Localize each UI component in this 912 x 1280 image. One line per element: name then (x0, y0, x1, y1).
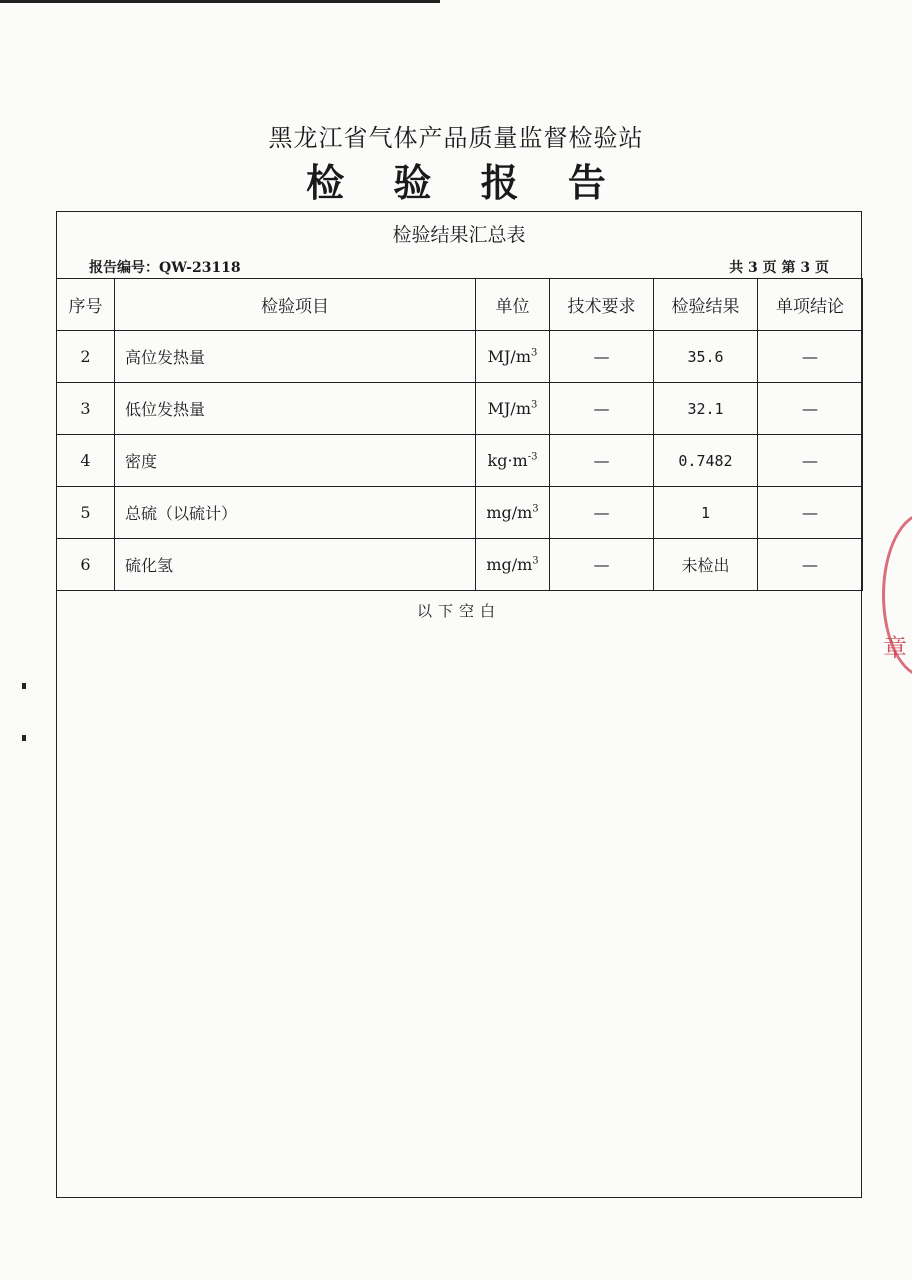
row-item: 低位发热量 (115, 383, 476, 435)
row-unit: $MJ/m^3$ (476, 331, 550, 383)
organization-name: 黑龙江省气体产品质量监督检验站 (268, 124, 644, 152)
row-requirement: — (550, 487, 654, 539)
row-no: 6 (57, 539, 115, 591)
table-row (57, 331, 863, 383)
seal-character: 章 (883, 634, 907, 662)
scan-mark (22, 735, 26, 741)
blank-below-note: 以下空白 (416, 602, 501, 620)
page-indicator: 共 3 页 第 3 页 (729, 260, 829, 276)
row-unit: $MJ/m^3$ (476, 383, 550, 435)
row-no: 4 (57, 435, 115, 487)
row-item: 密度 (115, 435, 476, 487)
scan-mark (22, 683, 26, 689)
row-result: 32.1 (654, 383, 758, 435)
row-conclusion: — (758, 487, 863, 539)
row-result: 1 (654, 487, 758, 539)
row-requirement: — (550, 435, 654, 487)
report-number: 报告编号：QW-23118 (89, 260, 241, 276)
table-row (57, 539, 863, 591)
results-table (56, 278, 863, 591)
report-title: 检 验 报 告 (306, 160, 624, 205)
row-requirement: — (550, 383, 654, 435)
row-conclusion: — (758, 331, 863, 383)
header-result: 检验结果 (654, 279, 758, 331)
row-item: 总硫（以硫计） (115, 487, 476, 539)
row-result: 35.6 (654, 331, 758, 383)
header-no: 序号 (57, 279, 115, 331)
row-no: 5 (57, 487, 115, 539)
header-unit: 单位 (476, 279, 550, 331)
header-requirement: 技术要求 (550, 279, 654, 331)
summary-caption: 检验结果汇总表 (392, 224, 526, 246)
table-row (57, 487, 863, 539)
row-unit: $mg/m^3$ (476, 487, 550, 539)
row-unit: $mg/m^3$ (476, 539, 550, 591)
row-no: 3 (57, 383, 115, 435)
table-header-row (57, 279, 863, 331)
top-edge-line (0, 0, 440, 3)
row-requirement: — (550, 539, 654, 591)
table-row (57, 383, 863, 435)
row-requirement: — (550, 331, 654, 383)
header-conclusion: 单项结论 (758, 279, 863, 331)
table-row (57, 435, 863, 487)
row-item: 硫化氢 (115, 539, 476, 591)
header-item: 检验项目 (115, 279, 476, 331)
row-unit: $kg\cdot m^{-3}$ (476, 435, 550, 487)
report-frame (56, 211, 862, 1198)
row-no: 2 (57, 331, 115, 383)
row-conclusion: — (758, 539, 863, 591)
row-item: 高位发热量 (115, 331, 476, 383)
row-result: 0.7482 (654, 435, 758, 487)
row-result: 未检出 (654, 539, 758, 591)
row-conclusion: — (758, 383, 863, 435)
row-conclusion: — (758, 435, 863, 487)
